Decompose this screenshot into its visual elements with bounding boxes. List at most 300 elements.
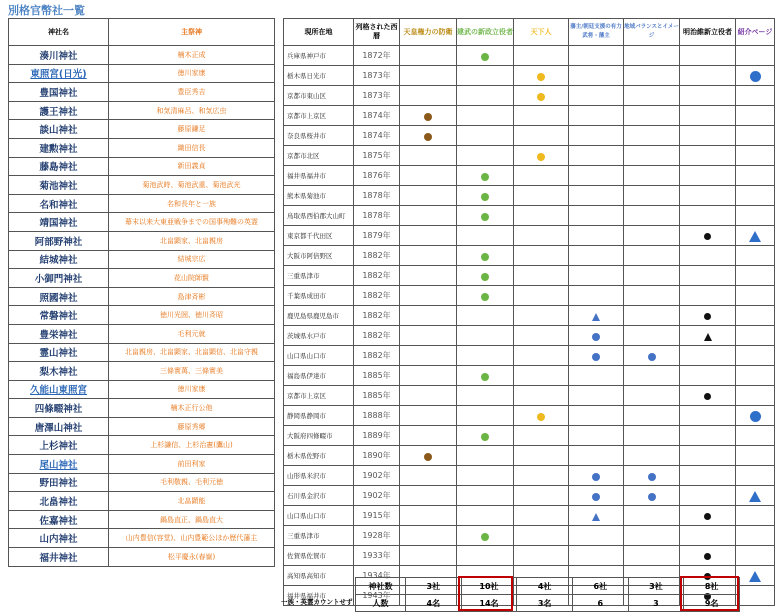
- marker-cell-c5: [624, 266, 680, 286]
- marker-cell-c2: [457, 86, 514, 106]
- marker-cell-c1: [400, 226, 457, 246]
- marker-cell-c1: [400, 106, 457, 126]
- shrine-name: 小御門神社: [9, 269, 109, 288]
- marker-cell-c6: [680, 66, 736, 86]
- marker-cell-c2: [457, 106, 514, 126]
- table-row: [9, 157, 275, 176]
- triangle-link-icon[interactable]: [749, 231, 761, 242]
- shrine-name: 談山神社: [9, 120, 109, 139]
- table-row: [9, 83, 275, 102]
- year: 1878年: [354, 186, 400, 206]
- location: 山形県米沢市: [284, 466, 354, 486]
- marker-cell-c7: [736, 586, 775, 606]
- marker-cell-c7: [736, 406, 775, 426]
- table-row: [284, 246, 775, 266]
- marker-cell-c6: [680, 106, 736, 126]
- circle-link-icon[interactable]: [750, 71, 761, 82]
- summary-shrines-c1: 3社: [406, 578, 462, 595]
- year: 1882年: [354, 266, 400, 286]
- year: 1915年: [354, 506, 400, 526]
- marker-cell-c6: [680, 246, 736, 266]
- year: 1902年: [354, 466, 400, 486]
- table-row: [9, 287, 275, 306]
- marker-cell-c7: [736, 386, 775, 406]
- table-row: [9, 306, 275, 325]
- deity-name: 山内豊信(容堂)、山内豊範公ほか歴代藩主: [109, 529, 275, 548]
- deity-name: 藤原秀郷: [109, 417, 275, 436]
- marker-cell-c2: [457, 366, 514, 386]
- deity-name: 上杉謙信、上杉治憲(鷹山): [109, 436, 275, 455]
- marker-cell-c5: [624, 86, 680, 106]
- marker-cell-c4: [569, 546, 624, 566]
- marker-cell-c3: [514, 126, 569, 146]
- marker-cell-c3: [514, 226, 569, 246]
- year: 1885年: [354, 366, 400, 386]
- circle-marker: [592, 333, 600, 341]
- marker-cell-c2: [457, 406, 514, 426]
- marker-cell-c6: [680, 386, 736, 406]
- summary-shrines-c4: 6社: [572, 578, 628, 595]
- summary-shrines-c3: 4社: [517, 578, 573, 595]
- deity-name: 前田利家: [109, 455, 275, 474]
- marker-cell-c1: [400, 326, 457, 346]
- triangle-marker: [704, 333, 712, 341]
- location: 福井県福井市: [284, 586, 354, 606]
- marker-cell-c1: [400, 206, 457, 226]
- marker-cell-c7: [736, 46, 775, 66]
- marker-cell-c5: [624, 526, 680, 546]
- marker-cell-c7: [736, 126, 775, 146]
- highlight-box-c2: [458, 576, 513, 611]
- marker-cell-c5: [624, 146, 680, 166]
- circle-marker: [648, 473, 656, 481]
- shrine-name-link[interactable]: 東照宮(日光): [9, 64, 109, 83]
- location: 京都市上京区: [284, 106, 354, 126]
- circle-marker: [704, 553, 711, 560]
- circle-marker: [648, 353, 656, 361]
- marker-cell-c4: [569, 246, 624, 266]
- header-c3: 天下人: [514, 19, 569, 46]
- marker-cell-c7: [736, 446, 775, 466]
- marker-cell-c6: [680, 526, 736, 546]
- table-row: [284, 266, 775, 286]
- deity-name: 北畠顕家、北畠親房: [109, 231, 275, 250]
- marker-cell-c5: [624, 486, 680, 506]
- marker-cell-c4: [569, 106, 624, 126]
- deity-name: 徳川家康: [109, 64, 275, 83]
- header-shrine: 神社名: [9, 19, 109, 46]
- table-row: [284, 326, 775, 346]
- marker-cell-c1: [400, 426, 457, 446]
- circle-marker: [537, 93, 545, 101]
- marker-cell-c3: [514, 466, 569, 486]
- circle-marker: [704, 393, 711, 400]
- header-deity: 主祭神: [109, 19, 275, 46]
- marker-cell-c6: [680, 166, 736, 186]
- summary-label-people: 人数: [356, 595, 406, 612]
- marker-cell-c5: [624, 66, 680, 86]
- location: 千葉県成田市: [284, 286, 354, 306]
- triangle-marker: [592, 313, 600, 321]
- location: 三重県津市: [284, 526, 354, 546]
- table-row: [9, 380, 275, 399]
- shrine-name: 上杉神社: [9, 436, 109, 455]
- marker-cell-c2: [457, 46, 514, 66]
- table-row: [284, 106, 775, 126]
- circle-marker: [424, 133, 432, 141]
- table-row: [9, 138, 275, 157]
- location: 京都市東山区: [284, 86, 354, 106]
- table-row: [284, 306, 775, 326]
- circle-marker: [481, 433, 489, 441]
- location: 奈良県桜井市: [284, 126, 354, 146]
- table-row: [9, 529, 275, 548]
- marker-cell-c1: [400, 166, 457, 186]
- marker-cell-c5: [624, 346, 680, 366]
- marker-cell-c3: [514, 146, 569, 166]
- marker-cell-c6: [680, 446, 736, 466]
- marker-cell-c6: [680, 406, 736, 426]
- marker-cell-c4: [569, 486, 624, 506]
- location: 兵庫県神戸市: [284, 46, 354, 66]
- marker-cell-c4: [569, 306, 624, 326]
- shrine-name: 藤島神社: [9, 157, 109, 176]
- circle-marker: [424, 113, 432, 121]
- marker-cell-c3: [514, 386, 569, 406]
- marker-cell-c3: [514, 326, 569, 346]
- marker-cell-c4: [569, 366, 624, 386]
- location: 高知県高知市: [284, 566, 354, 586]
- marker-cell-c3: [514, 86, 569, 106]
- shrine-name: 山内神社: [9, 529, 109, 548]
- marker-cell-c7: [736, 326, 775, 346]
- shrine-name: 梨木神社: [9, 362, 109, 381]
- deity-name: 幕末以来大東亜戦争までの国事殉難の英霊: [109, 213, 275, 232]
- marker-cell-c2: [457, 166, 514, 186]
- summary-shrines-c2: 10社: [461, 578, 517, 595]
- marker-cell-c3: [514, 346, 569, 366]
- marker-cell-c4: [569, 226, 624, 246]
- shrine-name: 靖国神社: [9, 213, 109, 232]
- marker-cell-c1: [400, 246, 457, 266]
- marker-cell-c6: [680, 426, 736, 446]
- marker-cell-c1: [400, 406, 457, 426]
- location: 大阪市阿倍野区: [284, 246, 354, 266]
- circle-marker: [537, 73, 545, 81]
- marker-cell-c6: [680, 206, 736, 226]
- marker-cell-c2: [457, 466, 514, 486]
- marker-cell-c3: [514, 206, 569, 226]
- marker-cell-c1: [400, 66, 457, 86]
- marker-cell-c1: [400, 366, 457, 386]
- table-row: [9, 101, 275, 120]
- table-row: [9, 343, 275, 362]
- circle-link-icon[interactable]: [750, 411, 761, 422]
- marker-cell-c7: [736, 166, 775, 186]
- year: 1879年: [354, 226, 400, 246]
- circle-marker: [481, 533, 489, 541]
- marker-cell-c5: [624, 286, 680, 306]
- marker-cell-c7: [736, 106, 775, 126]
- marker-cell-c4: [569, 346, 624, 366]
- marker-cell-c1: [400, 446, 457, 466]
- marker-cell-c4: [569, 86, 624, 106]
- marker-cell-c7: [736, 506, 775, 526]
- shrine-name: 四條畷神社: [9, 399, 109, 418]
- marker-cell-c1: [400, 506, 457, 526]
- marker-cell-c1: [400, 186, 457, 206]
- location: 東京都千代田区: [284, 226, 354, 246]
- deity-name: 三條實萬、三條實美: [109, 362, 275, 381]
- circle-marker: [704, 313, 711, 320]
- table-row: [284, 46, 775, 66]
- deity-name: 名和長年と一族: [109, 194, 275, 213]
- header-c5: 地域バランスとイメージ: [624, 19, 680, 46]
- year: 1928年: [354, 526, 400, 546]
- summary-people-c3: 3名: [517, 595, 573, 612]
- marker-cell-c2: [457, 246, 514, 266]
- deity-name: 楠木正行公他: [109, 399, 275, 418]
- marker-cell-c3: [514, 506, 569, 526]
- circle-marker: [704, 233, 711, 240]
- table-row: [284, 286, 775, 306]
- year: 1890年: [354, 446, 400, 466]
- marker-cell-c4: [569, 386, 624, 406]
- table-row: [284, 546, 775, 566]
- triangle-link-icon[interactable]: [749, 491, 761, 502]
- table-row: [284, 66, 775, 86]
- marker-cell-c4: [569, 266, 624, 286]
- marker-cell-c7: [736, 546, 775, 566]
- deity-name: 結城宗広: [109, 250, 275, 269]
- marker-cell-c7: [736, 366, 775, 386]
- deity-name: 新田義貞: [109, 157, 275, 176]
- marker-cell-c2: [457, 386, 514, 406]
- marker-cell-c6: [680, 226, 736, 246]
- marker-cell-c6: [680, 366, 736, 386]
- table-row: [284, 386, 775, 406]
- marker-cell-c4: [569, 466, 624, 486]
- marker-cell-c3: [514, 286, 569, 306]
- marker-cell-c5: [624, 226, 680, 246]
- marker-cell-c4: [569, 406, 624, 426]
- page-title: 別格官幣社一覧: [8, 4, 85, 17]
- deity-name: 織田信長: [109, 138, 275, 157]
- deity-name: 鍋島直正、鍋島直大: [109, 510, 275, 529]
- year: 1874年: [354, 106, 400, 126]
- table-row: [284, 486, 775, 506]
- marker-cell-c1: [400, 386, 457, 406]
- shrine-name: 名和神社: [9, 194, 109, 213]
- marker-cell-c6: [680, 326, 736, 346]
- summary-shrines-c5: 3社: [628, 578, 684, 595]
- marker-cell-c5: [624, 366, 680, 386]
- deity-name: 松平慶永(春嶽): [109, 548, 275, 567]
- shrine-name: 豊国神社: [9, 83, 109, 102]
- table-row: [9, 436, 275, 455]
- marker-cell-c4: [569, 146, 624, 166]
- marker-cell-c5: [624, 386, 680, 406]
- shrine-name: 照國神社: [9, 287, 109, 306]
- marker-cell-c6: [680, 126, 736, 146]
- location: 山口県山口市: [284, 506, 354, 526]
- shrine-name: 唐澤山神社: [9, 417, 109, 436]
- table-row: [9, 46, 275, 65]
- marker-cell-c2: [457, 266, 514, 286]
- location: 栃木県佐野市: [284, 446, 354, 466]
- location: 石川県金沢市: [284, 486, 354, 506]
- year: 1874年: [354, 126, 400, 146]
- marker-cell-c5: [624, 246, 680, 266]
- table-row: [9, 399, 275, 418]
- marker-cell-c2: [457, 306, 514, 326]
- year: 1943年: [354, 586, 400, 606]
- shrine-name: 福井神社: [9, 548, 109, 567]
- marker-cell-c3: [514, 446, 569, 466]
- triangle-marker: [592, 513, 600, 521]
- marker-cell-c2: [457, 546, 514, 566]
- shrine-name: 建勲神社: [9, 138, 109, 157]
- circle-marker: [704, 513, 711, 520]
- marker-cell-c2: [457, 346, 514, 366]
- highlight-box-c6: [680, 576, 739, 611]
- marker-cell-c7: [736, 286, 775, 306]
- marker-cell-c4: [569, 326, 624, 346]
- marker-cell-c6: [680, 286, 736, 306]
- marker-cell-c4: [569, 526, 624, 546]
- marker-cell-c3: [514, 366, 569, 386]
- triangle-link-icon[interactable]: [749, 571, 761, 582]
- header-c4: 藩主/朝廷支援の有力武将・藩主: [569, 19, 624, 46]
- marker-cell-c5: [624, 166, 680, 186]
- table-row: [9, 269, 275, 288]
- circle-marker: [592, 473, 600, 481]
- table-row: [284, 186, 775, 206]
- marker-cell-c5: [624, 306, 680, 326]
- table-row: [9, 510, 275, 529]
- marker-cell-c3: [514, 306, 569, 326]
- table-row: [284, 86, 775, 106]
- deity-name: 楠木正成: [109, 46, 275, 65]
- table-row: [284, 126, 775, 146]
- table-row: [9, 194, 275, 213]
- table-row: [9, 455, 275, 474]
- marker-cell-c2: [457, 126, 514, 146]
- table-row: [284, 346, 775, 366]
- shrine-name: 護王神社: [9, 101, 109, 120]
- shrine-name: 湊川神社: [9, 46, 109, 65]
- marker-cell-c7: [736, 346, 775, 366]
- marker-cell-c1: [400, 146, 457, 166]
- marker-cell-c7: [736, 426, 775, 446]
- table-row: [9, 120, 275, 139]
- marker-cell-c7: [736, 466, 775, 486]
- location: 佐賀県佐賀市: [284, 546, 354, 566]
- summary-shrines-c6: 8社: [684, 578, 740, 595]
- deity-name: 菊池武時、菊池武重、菊池武光: [109, 176, 275, 195]
- shrine-name-link[interactable]: 尾山神社: [9, 455, 109, 474]
- year: 1882年: [354, 286, 400, 306]
- header-c2: 建武の新政立役者: [457, 19, 514, 46]
- table-row: [9, 324, 275, 343]
- circle-marker: [592, 493, 600, 501]
- year: 1872年: [354, 46, 400, 66]
- year: 1882年: [354, 306, 400, 326]
- marker-cell-c2: [457, 426, 514, 446]
- marker-cell-c6: [680, 346, 736, 366]
- shrine-name: 佐嘉神社: [9, 510, 109, 529]
- marker-cell-c7: [736, 226, 775, 246]
- marker-cell-c7: [736, 566, 775, 586]
- header-year: 列格された西暦: [354, 19, 400, 46]
- marker-cell-c2: [457, 186, 514, 206]
- marker-cell-c6: [680, 146, 736, 166]
- marker-cell-c6: [680, 186, 736, 206]
- deity-name: 藤原鎌足: [109, 120, 275, 139]
- marker-cell-c2: [457, 226, 514, 246]
- marker-cell-c5: [624, 426, 680, 446]
- marker-cell-c3: [514, 266, 569, 286]
- year: 1876年: [354, 166, 400, 186]
- marker-cell-c2: [457, 206, 514, 226]
- shrine-name: 阿部野神社: [9, 231, 109, 250]
- marker-cell-c3: [514, 526, 569, 546]
- table-row: [284, 206, 775, 226]
- table-row: [284, 146, 775, 166]
- marker-cell-c5: [624, 186, 680, 206]
- year: 1873年: [354, 86, 400, 106]
- marker-cell-c6: [680, 486, 736, 506]
- header-c6: 明治維新立役者: [680, 19, 736, 46]
- table-row: [284, 166, 775, 186]
- shrine-name: 北畠神社: [9, 492, 109, 511]
- table-row: [284, 426, 775, 446]
- shrine-table-left: [8, 18, 275, 567]
- shrine-name: 豊栄神社: [9, 324, 109, 343]
- circle-marker: [481, 213, 489, 221]
- table-row: [9, 417, 275, 436]
- year: 1902年: [354, 486, 400, 506]
- marker-cell-c7: [736, 186, 775, 206]
- marker-cell-c7: [736, 306, 775, 326]
- location: 茨城県水戸市: [284, 326, 354, 346]
- location: 静岡県静岡市: [284, 406, 354, 426]
- marker-cell-c4: [569, 506, 624, 526]
- marker-cell-c3: [514, 186, 569, 206]
- deity-name: 島津斉彬: [109, 287, 275, 306]
- marker-cell-c7: [736, 246, 775, 266]
- shrine-name: 野田神社: [9, 473, 109, 492]
- marker-cell-c3: [514, 246, 569, 266]
- circle-marker: [648, 493, 656, 501]
- marker-cell-c7: [736, 146, 775, 166]
- marker-cell-c5: [624, 326, 680, 346]
- table-row: [284, 466, 775, 486]
- marker-cell-c2: [457, 146, 514, 166]
- shrine-name-link[interactable]: 久能山東照宮: [9, 380, 109, 399]
- summary-note: 一族・英霊カウントせず: [281, 598, 353, 606]
- marker-cell-c1: [400, 126, 457, 146]
- marker-cell-c3: [514, 66, 569, 86]
- circle-marker: [481, 193, 489, 201]
- marker-cell-c1: [400, 286, 457, 306]
- marker-cell-c3: [514, 546, 569, 566]
- circle-marker: [424, 453, 432, 461]
- circle-marker: [481, 373, 489, 381]
- deity-name: 豊臣秀吉: [109, 83, 275, 102]
- shrine-name: 菊池神社: [9, 176, 109, 195]
- marker-cell-c6: [680, 46, 736, 66]
